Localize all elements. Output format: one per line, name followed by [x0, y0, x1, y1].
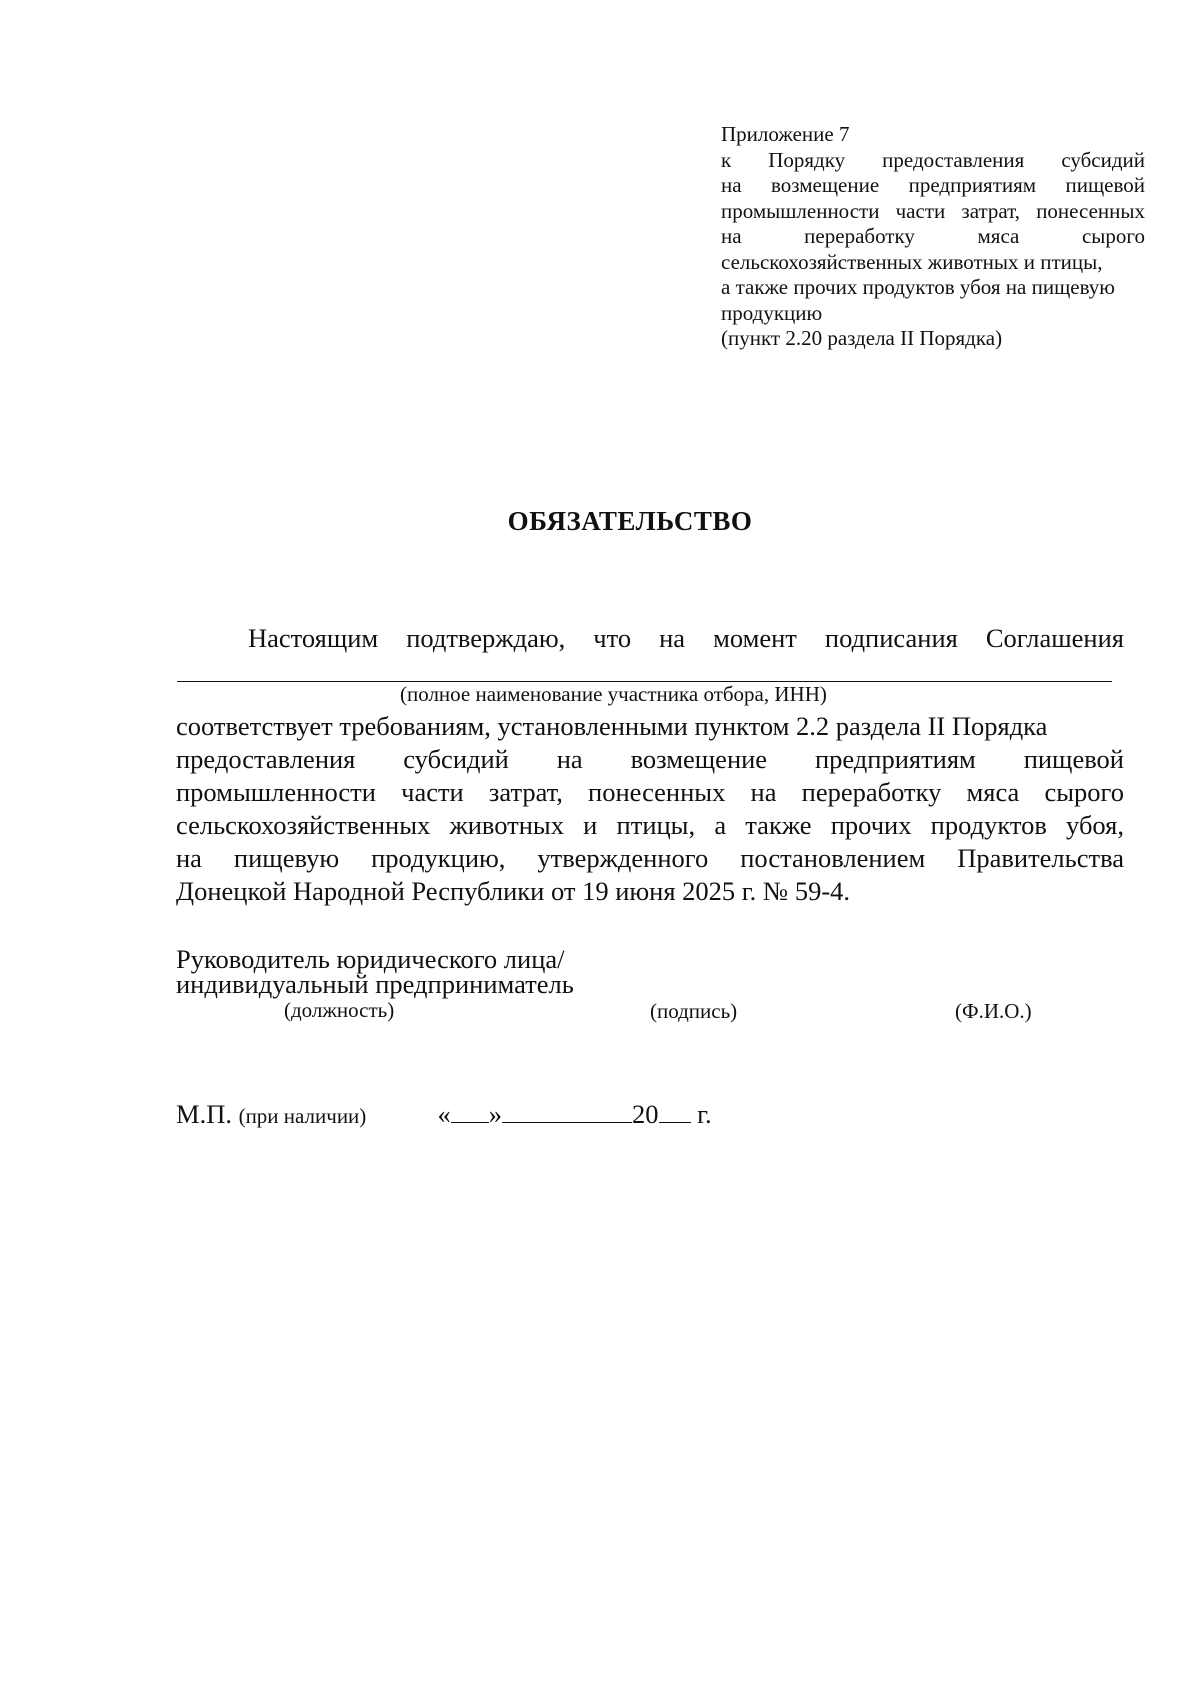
body-line: сельскохозяйственных животных и птицы, а также прочих продуктов убоя, [176, 810, 1124, 840]
appendix-line: (пункт 2.20 раздела II Порядка) [721, 326, 1003, 350]
stamp-label: М.П. [176, 1099, 232, 1129]
body-line: соответствует требованиям, установленными пунктом 2.2 раздела II Порядка [176, 711, 1048, 741]
appendix-line: на возмещение предприятиям пищевой [721, 173, 1145, 197]
body-line: Донецкой Народной Республики от 19 июня 2025 г. № 59-4. [176, 876, 851, 906]
appendix-line: к Порядку предоставления субсидий [721, 147, 1145, 172]
position-caption: (должность) [284, 998, 395, 1022]
signer-title-line2: индивидуальный предприниматель [176, 969, 574, 999]
year-suffix: г. [697, 1099, 712, 1129]
appendix-line: сельскохозяйственных животных и птицы, [721, 249, 1103, 274]
appendix-line: промышленности части затрат, понесенных [721, 198, 1145, 223]
body-line: на пищевую продукцию, утвержденного постановлением Правительства [176, 843, 1124, 873]
date-close-quote: » [488, 1099, 503, 1129]
year-blank [659, 1100, 691, 1123]
appendix-line: на переработку мяса сырого [721, 224, 1145, 248]
stamp-date-row [176, 1099, 712, 1130]
appendix-line: Приложение 7 [721, 122, 850, 146]
body-first-line: Настоящим подтверждаю, что на момент подписания Соглашения [248, 623, 1124, 653]
signature-caption: (подпись) [650, 999, 738, 1023]
signer-title-line1: Руководитель юридического лица/ [176, 944, 565, 974]
appendix-block [721, 122, 1145, 352]
name-caption: (Ф.И.О.) [955, 999, 1032, 1023]
body-line: промышленности части затрат, понесенных на переработку мяса сырого [176, 777, 1124, 807]
participant-caption: (полное наименование участника отбора, ИНН) [400, 682, 827, 706]
document-title: ОБЯЗАТЕЛЬСТВО [507, 506, 753, 536]
day-blank [451, 1100, 489, 1123]
year-prefix: 20 [632, 1099, 659, 1129]
appendix-line: а также прочих продуктов убоя на пищевую [721, 275, 1115, 299]
appendix-line: продукцию [721, 300, 823, 325]
date-open-quote: « [437, 1099, 451, 1129]
stamp-note: (при наличии) [238, 1104, 367, 1128]
body-line: предоставления субсидий на возмещение предприятиям пищевой [176, 744, 1124, 774]
month-blank [502, 1100, 632, 1123]
